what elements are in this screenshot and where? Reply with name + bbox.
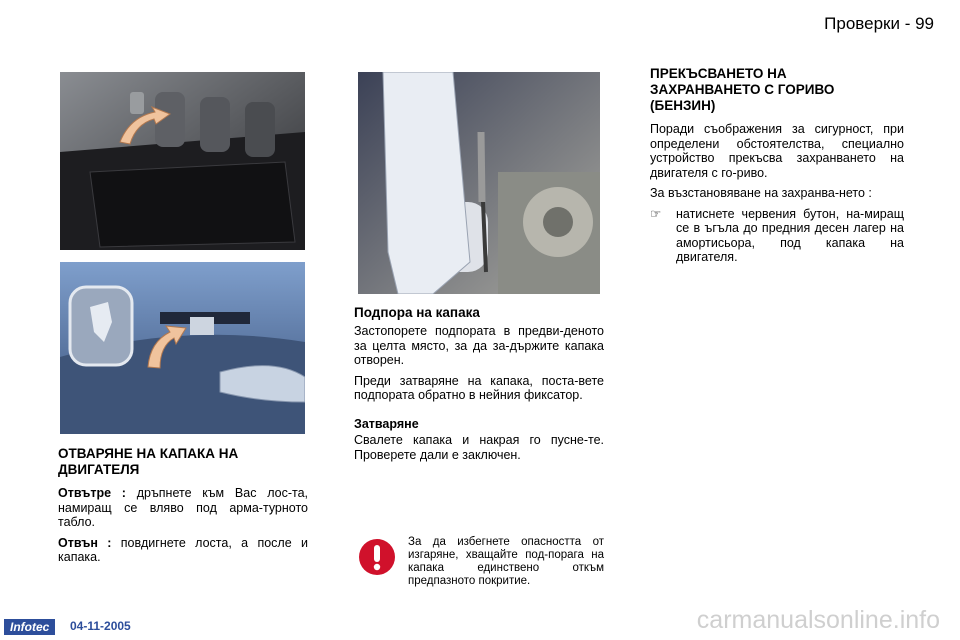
hood-prop-photo — [358, 72, 600, 294]
warning-text: За да избегнете опасността от изгаряне, хващайте под-порага на капака единствено откъм предпазното покритие. — [408, 536, 604, 587]
paragraph: Свалете капака и накрая го пусне-те. Проверете дали е заключен. — [354, 433, 604, 462]
pointing-hand-icon: ☞ — [650, 206, 662, 221]
watermark: carmanualsonline.info — [696, 606, 940, 634]
fuel-cutoff-text — [650, 122, 904, 265]
paragraph: Застопорете подпората в предви-деното за целта място, за да за-държите капака отворен. — [354, 324, 604, 367]
paragraph: Поради съображения за сигурност, при определени обстоятелства, специално устройство прекъсва захранването на двигателя с го-риво. — [650, 122, 904, 180]
infotec-logo: Infotec — [4, 619, 55, 635]
heading-line: ЗАХРАНВАНЕТО С ГОРИВО — [650, 82, 835, 97]
closing-subheading: Затваряне — [354, 417, 419, 431]
hood-opening-text — [58, 486, 308, 571]
closing-text — [354, 433, 604, 468]
outside-text: повдигнете лоста, а после и капака. — [58, 535, 308, 564]
hood-prop-heading: Подпора на капака — [354, 305, 480, 320]
outside-label: Отвън : — [58, 535, 112, 550]
hood-opening-heading — [58, 446, 308, 478]
paragraph: За възстановяване на захранва-нето : — [650, 186, 872, 200]
fuel-cutoff-heading — [650, 66, 910, 114]
heading-line: (БЕНЗИН) — [650, 98, 716, 113]
warning-icon — [358, 538, 396, 576]
inside-text: дръпнете към Вас лос-та, намиращ се вляво под арма-турното табло. — [58, 486, 308, 529]
list-item — [650, 207, 904, 265]
heading-line: ПРЕКЪСВАНЕТО НА — [650, 66, 787, 81]
hood-prop-text — [354, 324, 604, 409]
page-title: Проверки - 99 — [824, 14, 934, 33]
pedal-area-photo — [60, 72, 305, 250]
footer-date: 04-11-2005 — [70, 619, 131, 633]
heading-line: ДВИГАТЕЛЯ — [58, 462, 140, 477]
list-item-text: натиснете червения бутон, на-миращ се в ъгъла до предния десен лагер на амортисьора, под капака на двигателя. — [676, 206, 904, 264]
hood-release-photo — [60, 262, 305, 434]
paragraph: Преди затваряне на капака, поста-вете подпората обратно в нейния фиксатор. — [354, 373, 604, 402]
heading-line: ОТВАРЯНЕ НА КАПАКА НА — [58, 446, 239, 461]
inside-label: Отвътре : — [58, 486, 126, 500]
